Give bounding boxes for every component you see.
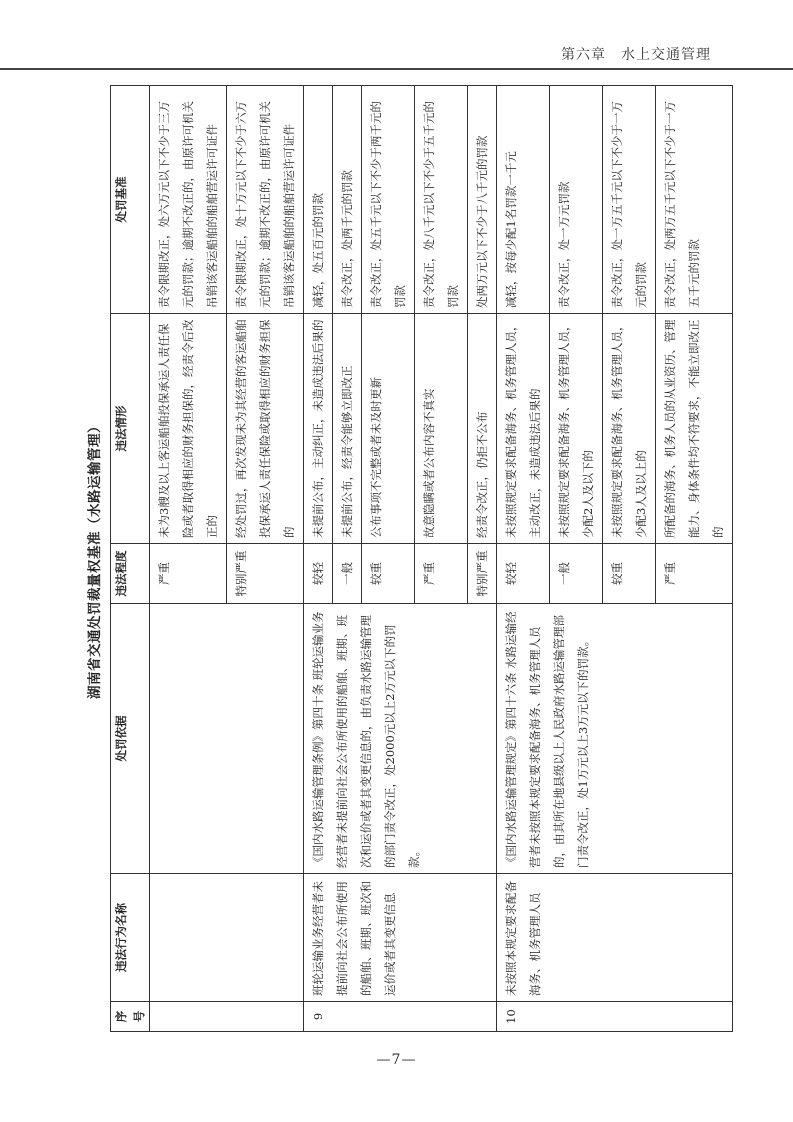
penalty-basis: 《国内水路运输管理条例》第四十条 班轮运输业务经营者未提前向社会公布所使用的船舶、班期、班次和运价或者其变更信息的，由负责水路运输管理的部门责令改正，处2000元以上2万元以下的罚款。	[304, 604, 497, 874]
situation-cell: 故意隐瞒或者公布内容不真实	[415, 314, 468, 544]
situation-cell: 未为3艘及以上客运船舶投保承运人责任保险或者取得相应的财务担保的，经责令后改正的	[150, 314, 227, 544]
rotated-table-area	[80, 86, 725, 1032]
page-header	[0, 0, 793, 70]
item-number: 10	[497, 1002, 733, 1032]
table-row	[150, 86, 227, 1032]
header-rule	[0, 68, 793, 70]
degree-cell: 一般	[550, 544, 603, 604]
violation-name: 未按照本规定要求配备海务、机务管理人员	[497, 874, 733, 1002]
rotated-content	[80, 86, 725, 1032]
situation-cell: 未按照规定要求配备海务、机务管理人员，少配2人及以下的	[550, 314, 603, 544]
standard-cell: 责令改正，处五千元以下不少于两千元的罚款	[362, 86, 415, 314]
penalty-basis: 《国内水路运输管理规定》第四十六条 水路运输经营者未按照本规定要求配备海务、机务管理人员的，由其所在地县级以上人民政府水路运输管理部门责令改正，处1万元以上3万元以下的罚款。	[497, 604, 733, 874]
degree-cell: 一般	[333, 544, 362, 604]
situation-cell: 未提前公布，经责令能够立即改正	[333, 314, 362, 544]
table-row	[497, 86, 550, 1032]
standard-cell: 责令改正，处一万元罚款	[550, 86, 603, 314]
situation-cell: 所配备的海务、机务人员的从业资历、管理能力、身体条件均不符要求，不能立即改正的	[656, 314, 733, 544]
situation-cell: 未提前公布，主动纠正，未造成违法后果的	[304, 314, 333, 544]
situation-cell: 公布事项不完整或者未及时更新	[362, 314, 415, 544]
table-header-row	[111, 86, 150, 1032]
item-number: 9	[304, 1002, 497, 1032]
standard-cell: 责令改正，处八千元以下不少于五千元的罚款	[415, 86, 468, 314]
situation-cell: 未按照规定要求配备海务、机务管理人员，主动改正，未造成违法后果的	[497, 314, 550, 544]
empty-name-cell	[150, 874, 304, 1002]
degree-cell: 较轻	[497, 544, 550, 604]
empty-no-cell	[150, 1002, 304, 1032]
standard-cell: 责令限期改正，处六万元以下不少于三万元的罚款；逾期不改正的，由原许可机关吊销该客运船舶的船舶营运许可证件	[150, 86, 227, 314]
degree-cell: 较重	[603, 544, 656, 604]
standard-cell: 责令改正，处两万五千元以下不少于一万五千元的罚款	[656, 86, 733, 314]
col-header-name: 违法行为名称	[111, 874, 150, 1002]
degree-cell: 较轻	[304, 544, 333, 604]
penalty-table	[110, 85, 733, 1032]
degree-cell: 严重	[415, 544, 468, 604]
degree-cell: 较重	[362, 544, 415, 604]
standard-cell: 处两万元以下不少于八千元的罚款	[468, 86, 497, 314]
standard-cell: 减轻，按每少配1名罚款一千元	[497, 86, 550, 314]
degree-cell: 严重	[150, 544, 227, 604]
degree-cell: 特别严重	[468, 544, 497, 604]
situation-cell: 经处罚过，再次发现未为其经营的客运船舶投保承运人责任保险或取得相应的财务担保的	[227, 314, 304, 544]
situation-cell: 未按照规定要求配备海务、机务管理人员，少配3人及以上的	[603, 314, 656, 544]
col-header-situation: 违法情形	[111, 314, 150, 544]
violation-name: 班轮运输业务经营者未提前向社会公布所使用的船舶、班期、班次和运价或者其变更信息	[304, 874, 497, 1002]
table-row	[304, 86, 333, 1032]
standard-cell: 减轻，处五百元的罚款	[304, 86, 333, 314]
degree-cell: 特别严重	[227, 544, 304, 604]
page-number: —7—	[376, 1052, 417, 1068]
situation-cell: 经责令改正，仍拒不公布	[468, 314, 497, 544]
col-header-standard: 处罚基准	[111, 86, 150, 314]
table-title: 湖南省交通处罚裁量权基准（水路运输管理）	[87, 419, 103, 699]
col-header-no: 序号	[111, 1002, 150, 1032]
degree-cell: 严重	[656, 544, 733, 604]
chapter-title: 第六章 水上交通管理	[561, 47, 711, 63]
empty-basis-cell	[150, 604, 304, 874]
standard-cell: 责令改正，处两千元的罚款	[333, 86, 362, 314]
col-header-basis: 处罚依据	[111, 604, 150, 874]
standard-cell: 责令限期改正，处十万元以下不少于六万元的罚款；逾期不改正的，由原许可机关吊销该客运船舶的船舶营运许可证件	[227, 86, 304, 314]
standard-cell: 责令改正，处一万五千元以下不少于一万元的罚款	[603, 86, 656, 314]
col-header-degree: 违法程度	[111, 544, 150, 604]
